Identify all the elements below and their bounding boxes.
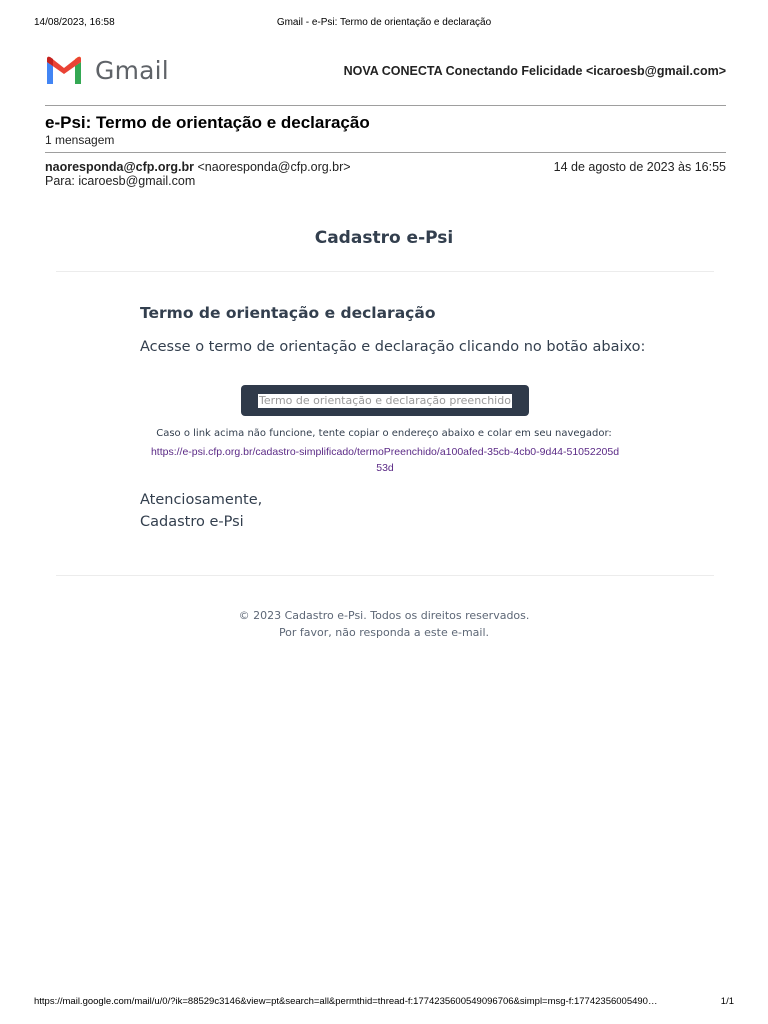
email-section-title: Termo de orientação e declaração bbox=[140, 304, 436, 322]
signature-name: Cadastro e-Psi bbox=[140, 514, 244, 530]
print-title: Gmail - e-Psi: Termo de orientação e declaração bbox=[276, 17, 492, 28]
gmail-m-icon bbox=[45, 56, 83, 84]
divider bbox=[45, 105, 726, 106]
print-datetime: 14/08/2023, 16:58 bbox=[34, 17, 115, 28]
termo-button-label: Termo de orientação e declaração preenchido bbox=[259, 394, 511, 407]
message-date: 14 de agosto de 2023 às 16:55 bbox=[553, 160, 726, 174]
gmail-wordmark: Gmail bbox=[95, 55, 169, 85]
signature bbox=[140, 489, 262, 533]
print-footer bbox=[34, 996, 734, 1010]
message-sender bbox=[45, 160, 351, 174]
thread-subject: e-Psi: Termo de orientação e declaração bbox=[45, 113, 370, 132]
sender-address: <naoresponda@cfp.org.br> bbox=[197, 160, 351, 174]
fallback-link[interactable]: https://e-psi.cfp.org.br/cadastro-simplificado/termoPreenchido/a100afed-35cb-4cb0-9d44-51052205d53d bbox=[150, 446, 620, 474]
message-recipient: Para: icaroesb@gmail.com bbox=[45, 174, 196, 188]
email-footer bbox=[0, 607, 768, 641]
message-count: 1 mensagem bbox=[45, 133, 115, 147]
email-lead-text: Acesse o termo de orientação e declaração clicando no botão abaixo: bbox=[140, 339, 646, 355]
print-url: https://mail.google.com/mail/u/0/?ik=88529c3146&view=pt&search=all&permthid=thread-f:1774235600549096706&simpl=msg-f:17742356005490… bbox=[34, 996, 658, 1007]
footer-notice: Por favor, não responda a este e-mail. bbox=[278, 626, 490, 639]
email-brand-title: Cadastro e-Psi bbox=[314, 228, 454, 248]
page-number: 1/1 bbox=[720, 996, 734, 1007]
termo-button[interactable] bbox=[241, 385, 529, 416]
gmail-logo bbox=[45, 56, 169, 84]
print-header bbox=[34, 17, 734, 31]
fallback-instructions: Caso o link acima não funcione, tente copiar o endereço abaixo e colar em seu navegador: bbox=[156, 428, 612, 439]
footer-copyright: © 2023 Cadastro e-Psi. Todos os direitos reservados. bbox=[238, 609, 530, 622]
email-separator bbox=[56, 575, 714, 576]
account-label: NOVA CONECTA Conectando Felicidade <icaroesb@gmail.com> bbox=[343, 64, 726, 78]
signature-greeting: Atenciosamente, bbox=[140, 492, 263, 508]
email-separator bbox=[56, 271, 714, 272]
gmail-header bbox=[45, 52, 726, 92]
divider bbox=[45, 152, 726, 153]
sender-name: naoresponda@cfp.org.br bbox=[45, 160, 195, 174]
